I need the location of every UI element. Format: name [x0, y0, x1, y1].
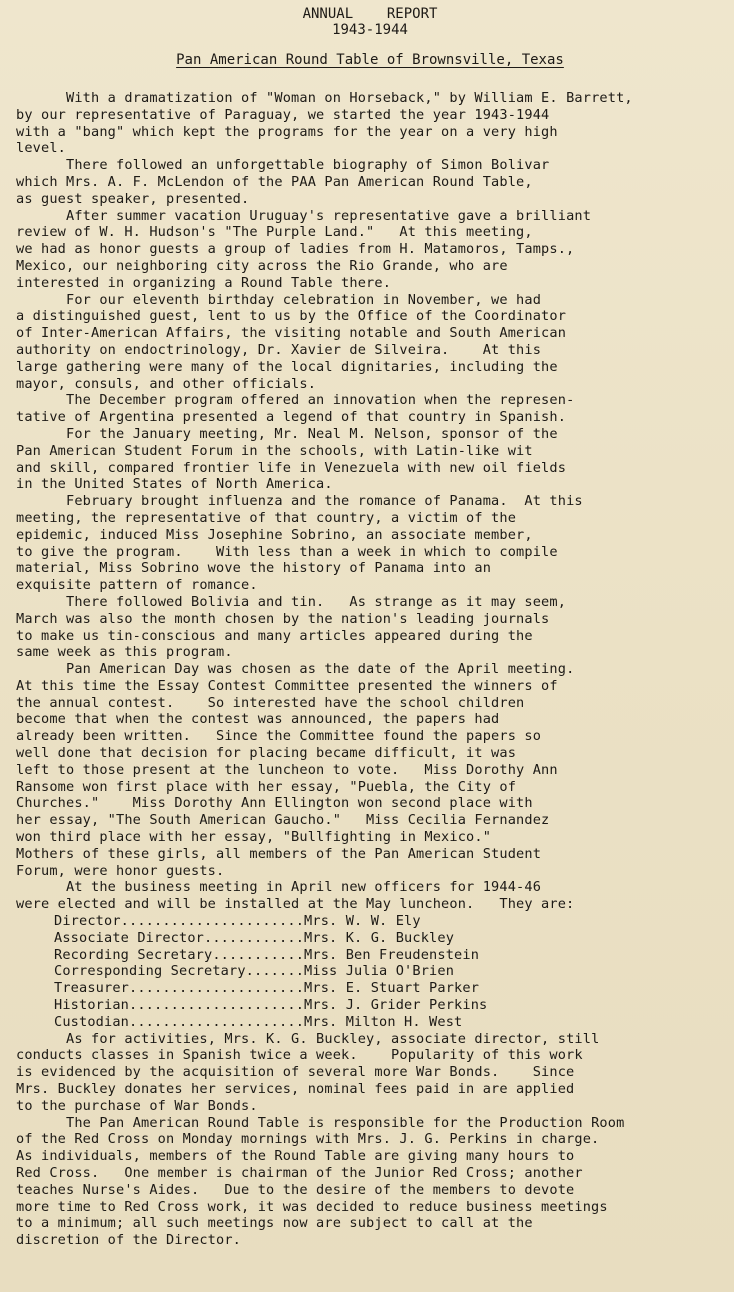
report-year: 1943-1944	[332, 22, 408, 38]
officer-name: Mrs. E. Stuart Parker	[304, 980, 480, 997]
paragraph: Pan American Day was chosen as the date of the April meeting. At this time the Essay Contest Committee presented the winners of the annual contest. So interested have the school children become that when the contest was announced, the papers had already been written. Since the Committee found the papers so well done that decision for placing became difficult, it was left to those present at the luncheon to vote. Miss Dorothy Ann Ransome won first place with her essay, "Puebla, the City of Churches." Miss Dorothy Ann Ellington won second place with her essay, "The South American Gaucho." Miss Cecilia Fernandez won third place with her essay, "Bullfighting in Mexico." Mothers of these girls, all members of the Pan American Student Forum, were honor guests.	[16, 661, 575, 879]
officer-row	[16, 947, 724, 964]
paragraph: The December program offered an innovation when the represen- tative of Argentina presented a legend of that country in Spanish.	[16, 392, 575, 426]
officer-list	[16, 913, 724, 1031]
report-heading: ANNUAL REPORT	[302, 6, 438, 22]
officer-role: Custodian.....................	[54, 1013, 305, 1030]
officer-row	[16, 930, 724, 947]
paragraph: There followed an unforgettable biography of Simon Bolivar which Mrs. A. F. McLendon of the PAA Pan American Round Table, as guest speaker, presented.	[16, 157, 550, 207]
officer-row	[16, 980, 724, 997]
paragraph: February brought influenza and the romance of Panama. At this meeting, the representative of that country, a victim of the epidemic, induced Miss Josephine Sobrino, an associate member, to give the program. With less than a week in which to compile material, Miss Sobrino wove the history of Panama into an exquisite pattern of romance.	[16, 493, 583, 594]
officer-row	[16, 997, 724, 1014]
officer-name: Mrs. Milton H. West	[304, 1013, 463, 1030]
organization-title: Pan American Round Table of Brownsville, Texas	[176, 52, 564, 68]
paragraph: After summer vacation Uruguay's representative gave a brilliant review of W. H. Hudson's "The Purple Land." At this meeting, we had as honor guests a group of ladies from H. Matamoros, Tamps., Mexico, our neighboring city across the Rio Grande, who are interested in organizing a Round Table there.	[16, 207, 592, 291]
paragraph: For the January meeting, Mr. Neal M. Nelson, sponsor of the Pan American Student Forum in the schools, with Latin-like wit and skill, compared frontier life in Venezuela with new oil fields in the United States of North America.	[16, 425, 567, 493]
paragraph: There followed Bolivia and tin. As strange as it may seem, March was also the month chosen by the nation's leading journals to make us tin-conscious and many articles appeared during the same week as this program.	[16, 593, 567, 661]
officer-name: Mrs. J. Grider Perkins	[304, 997, 488, 1014]
officer-role: Associate Director............	[54, 929, 305, 946]
officer-row	[16, 1014, 724, 1031]
officer-name: Miss Julia O'Brien	[304, 963, 455, 980]
officer-row	[16, 913, 724, 930]
officer-name: Mrs. Ben Freudenstein	[304, 946, 480, 963]
paragraph: The Pan American Round Table is responsible for the Production Room of the Red Cross on Monday mornings with Mrs. J. G. Perkins in charge. As individuals, members of the Round Table are giving many hours to Red Cross. One member is chairman of the Junior Red Cross; another teaches Nurse's Aides. Due to the desire of the members to devote more time to Red Cross work, it was decided to reduce business meetings to a minimum; all such meetings now are subject to call at the discretion of the Director.	[16, 1114, 625, 1249]
officer-role: Corresponding Secretary.......	[54, 963, 305, 980]
paragraph: As for activities, Mrs. K. G. Buckley, associate director, still conducts classes in Spanish twice a week. Popularity of this work is evidenced by the acquisition of several more War Bonds. Since Mrs. Buckley donates her services, nominal fees paid in are applied to the purchase of War Bonds.	[16, 1030, 600, 1114]
officer-role: Recording Secretary...........	[54, 946, 305, 963]
officer-row	[16, 963, 724, 980]
paragraph: With a dramatization of "Woman on Horseback," by William E. Barrett, by our representative of Paraguay, we started the year 1943-1944 with a "bang" which kept the programs for the year on a very high level.	[16, 90, 633, 157]
officer-name: Mrs. W. W. Ely	[304, 913, 421, 930]
officer-role: Treasurer.....................	[54, 980, 305, 997]
paragraph: At the business meeting in April new officers for 1944-46 were elected and will be installed at the May luncheon. They are:	[16, 879, 575, 913]
officer-name: Mrs. K. G. Buckley	[304, 929, 455, 946]
paragraph: For our eleventh birthday celebration in November, we had a distinguished guest, lent to us by the Office of the Coordinator of Inter-American Affairs, the visiting notable and South American authority on endoctrinology, Dr. Xavier de Silveira. At this large gathering were many of the local dignitaries, including the mayor, consuls, and other officials.	[16, 291, 567, 392]
officer-role: Director......................	[54, 913, 305, 930]
report-body	[16, 90, 724, 1249]
officer-role: Historian.....................	[54, 997, 305, 1014]
